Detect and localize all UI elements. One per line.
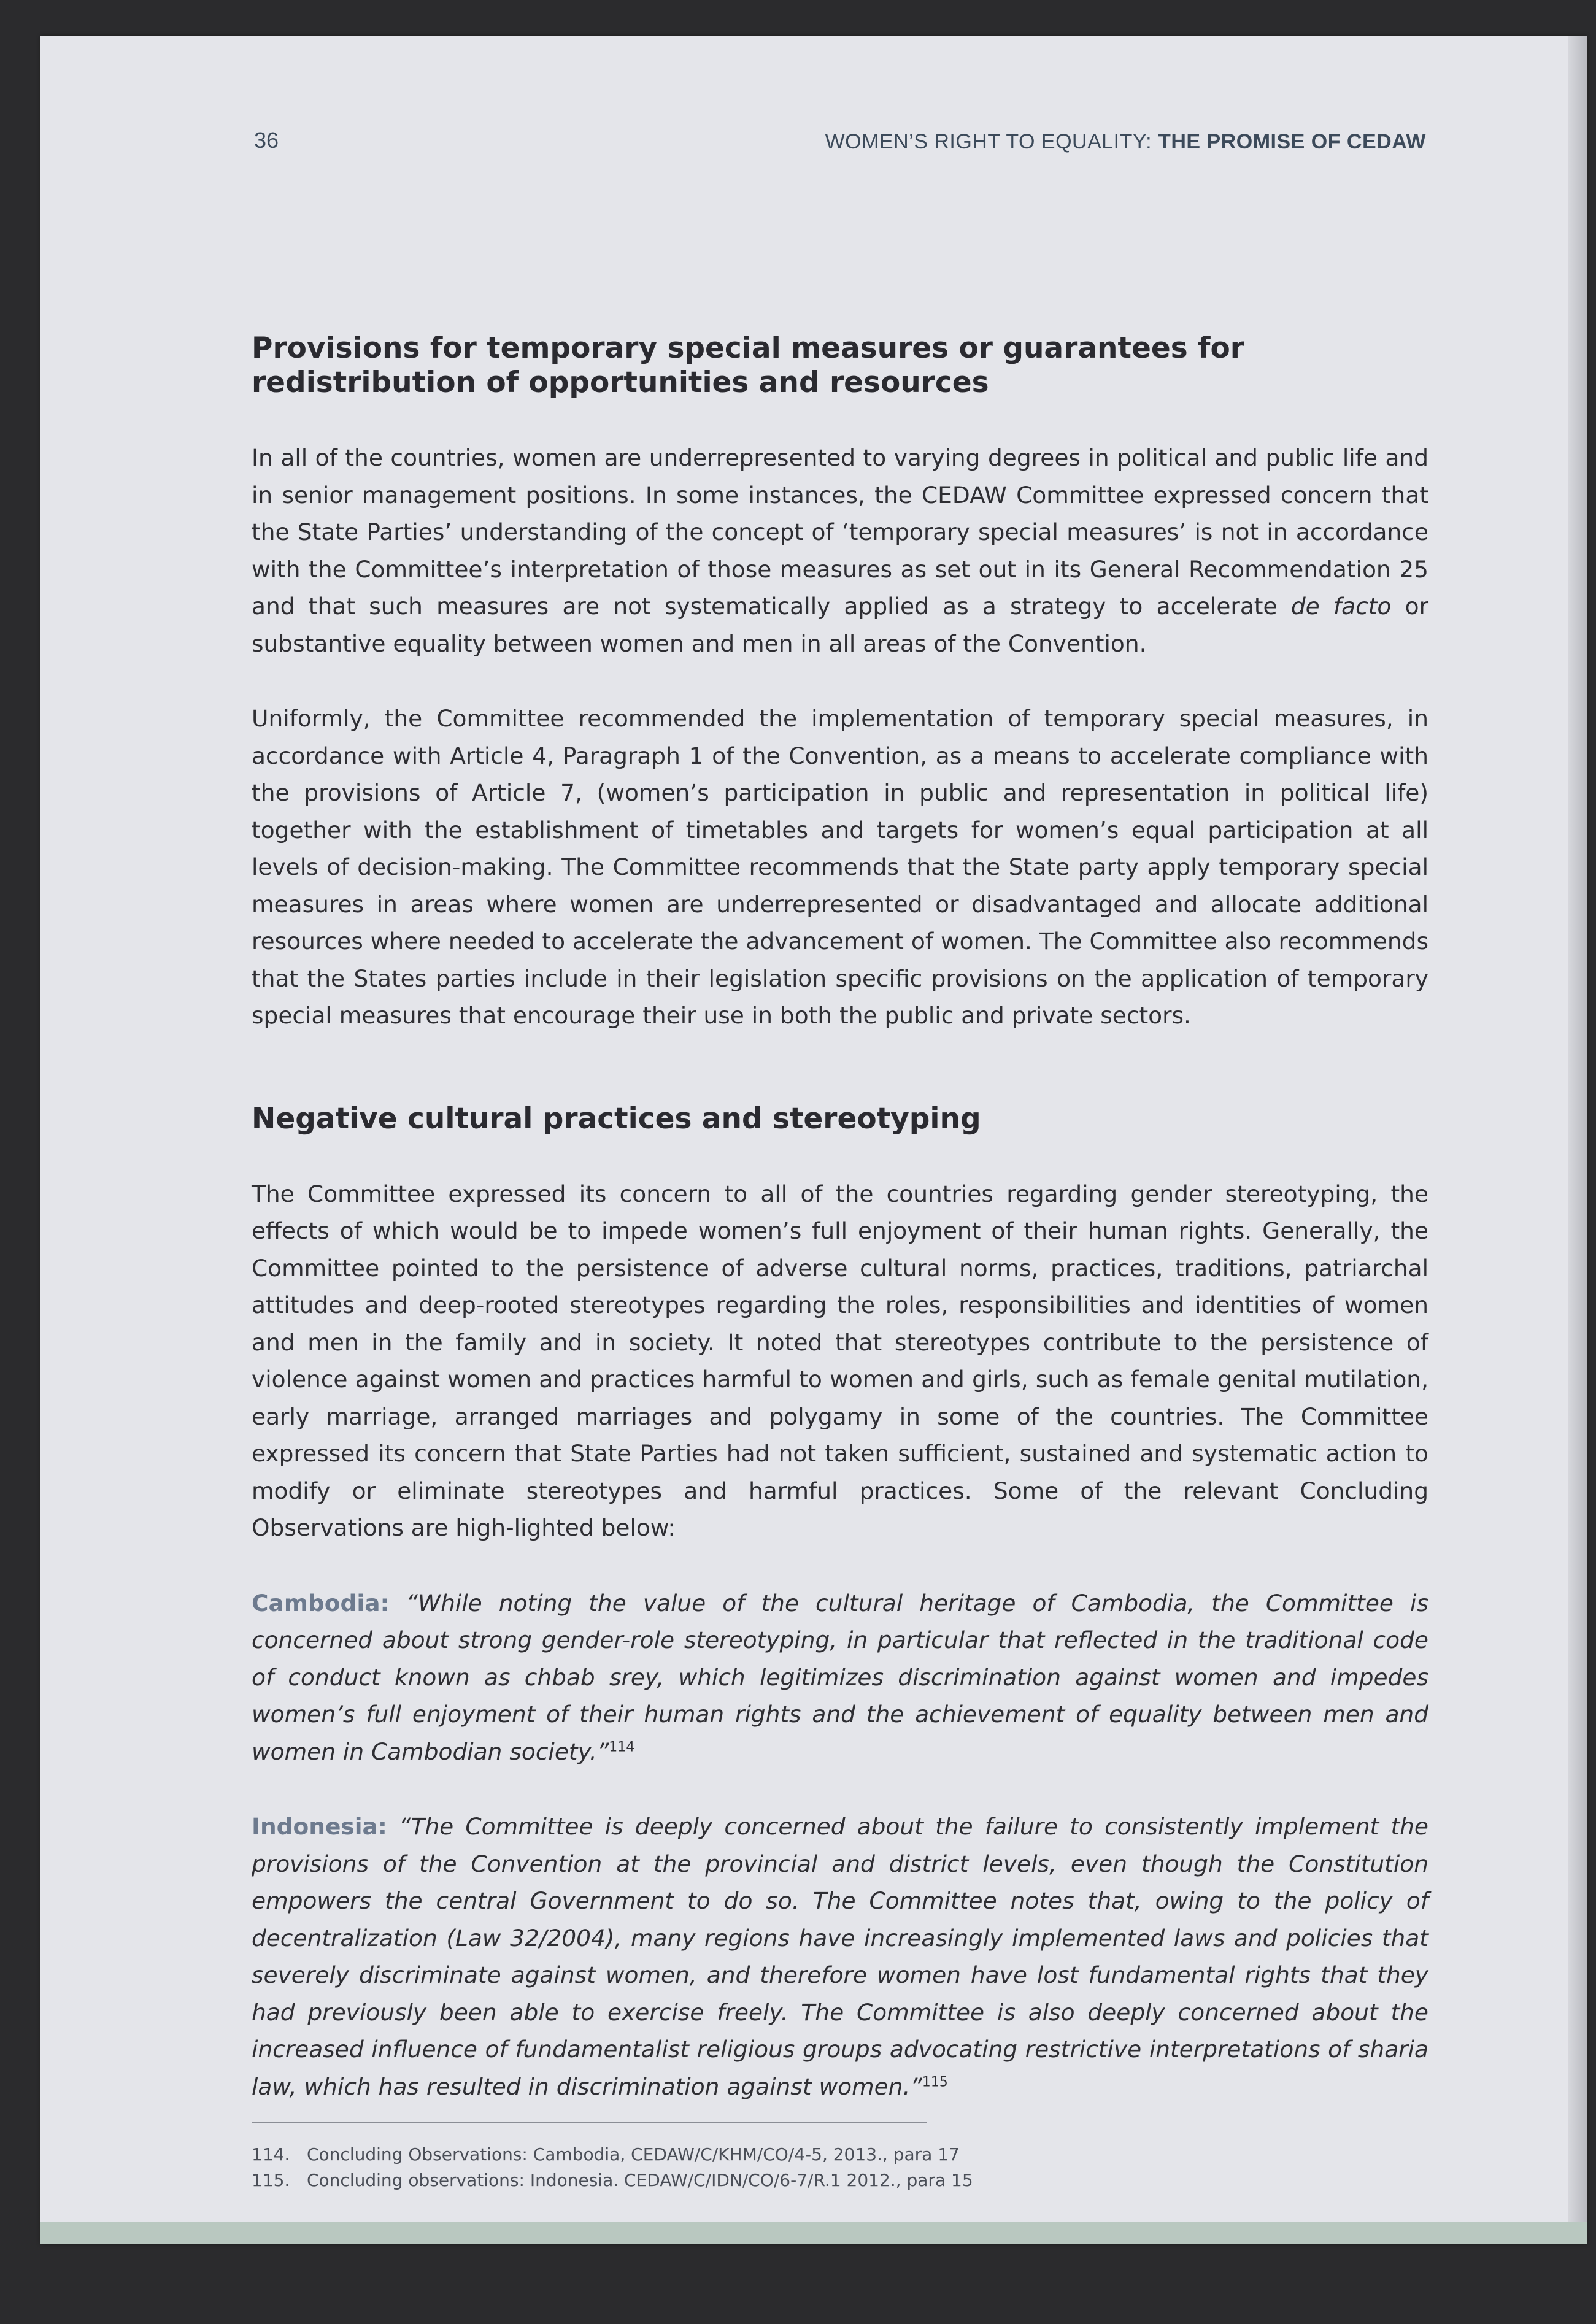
running-head-light: WOMEN’S RIGHT TO EQUALITY: (825, 130, 1158, 153)
emphasis-de-facto: de facto (1290, 593, 1392, 620)
page-edge (1568, 36, 1587, 2244)
footnote-number: 114. (252, 2144, 290, 2164)
page-number: 36 (254, 128, 279, 153)
section-heading-stereotyping: Negative cultural practices and stereotyping (252, 1101, 981, 1136)
running-head (825, 130, 1426, 154)
book-page (40, 36, 1587, 2244)
country-label-cambodia: Cambodia: (252, 1589, 390, 1617)
paragraph-text: or substantive equality between women and men in all areas of the Convention. (252, 593, 1428, 657)
paragraph-text: In all of the countries, women are underrepresented to varying degrees in political and public life and in senior management positions. In some instances, the CEDAW Committee expressed concern that the State Parties’ understanding of the concept of ‘temporary special measures’ is not in accordance with the Committee’s interpretation of those measures as set out in its General Recommendation 25 and that such measures are not systematically applied as a strategy to accelerate (252, 444, 1428, 620)
footnote-ref-115[interactable]: 115 (922, 2074, 948, 2090)
page-header (254, 128, 1426, 164)
country-label-indonesia: Indonesia: (252, 1813, 387, 1840)
paragraph-underrepresentation (252, 439, 1428, 662)
footnote-114 (252, 2142, 973, 2168)
running-head-bold: THE PROMISE OF CEDAW (1158, 130, 1426, 153)
quote-text: “While noting the value of the cultural heritage of Cambodia, the Committee is concerned about strong gender-role stereotyping, in particular that reflected in the traditional code of conduct known as chbab srey, which legitimizes discrimination against women and impedes women’s full enjoyment of their human rights and the achievement of equality between men and women in Cambodian society.” (252, 1589, 1428, 1765)
footnote-text: Concluding Observations: Cambodia, CEDAW/C/KHM/CO/4-5, 2013., para 17 (307, 2144, 960, 2164)
quote-text: “The Committee is deeply concerned about the failure to consistently implement the provisions of the Convention at the provincial and district levels, even though the Constitution empowers the central Government to do so. The Committee notes that, owing to the policy of decentralization (Law 32/2004), many regions have increasingly implemented laws and policies that severely discriminate against women, and therefore women have lost fundamental rights that they had previously been able to exercise freely. The Committee is also deeply concerned about the increased influence of fundamentalist religious groups advocating restrictive interpretations of sharia law, which has resulted in discrimination against women.” (252, 1813, 1428, 2100)
footnote-number: 115. (252, 2170, 290, 2190)
main-content (252, 331, 1428, 2105)
section-heading-temporary-measures: Provisions for temporary special measures or guarantees for redistribution of opportunities and resources (252, 331, 1244, 399)
quote-indonesia (252, 1808, 1428, 2105)
bottom-color-band (40, 2222, 1587, 2244)
footnote-text: Concluding observations: Indonesia. CEDAW/C/IDN/CO/6-7/R.1 2012., para 15 (307, 2170, 973, 2190)
paragraph-recommendations: Uniformly, the Committee recommended the implementation of temporary special measures, in accordance with Article 4, Paragraph 1 of the Convention, as a means to accelerate compliance with the provisions of Article 7, (women’s participation in public and representation in political life) together with the establishment of timetables and targets for women’s equal participation at all levels of decision-making. The Committee recommends that the State party apply temporary special measures in areas where women are underrepresented or disadvantaged and allocate additional resources where needed to accelerate the advancement of women. The Committee also recommends that the States parties include in their legislation specific provisions on the application of temporary special measures that encourage their use in both the public and private sectors. (252, 705, 1428, 1029)
footnotes (252, 2142, 973, 2193)
footnote-ref-114[interactable]: 114 (609, 1739, 635, 1755)
footnote-115 (252, 2168, 973, 2193)
footnote-divider (252, 2122, 927, 2123)
quote-cambodia (252, 1585, 1428, 1771)
paragraph-stereotyping: The Committee expressed its concern to all of the countries regarding gender stereotyping, the effects of which would be to impede women’s full enjoyment of their human rights. Generally, the Committee pointed to the persistence of adverse cultural norms, practices, traditions, patriarchal attitudes and deep-rooted stereotypes regarding the roles, responsibilities and identities of women and men in the family and in society. It noted that stereotypes contribute to the persistence of violence against women and practices harmful to women and girls, such as female genital mutilation, early marriage, arranged marriages and polygamy in some of the countries. The Committee expressed its concern that State Parties had not taken sufficient, sustained and systematic action to modify or eliminate stereotypes and harmful practices. Some of the relevant Concluding Observations are high-lighted below: (252, 1180, 1428, 1541)
